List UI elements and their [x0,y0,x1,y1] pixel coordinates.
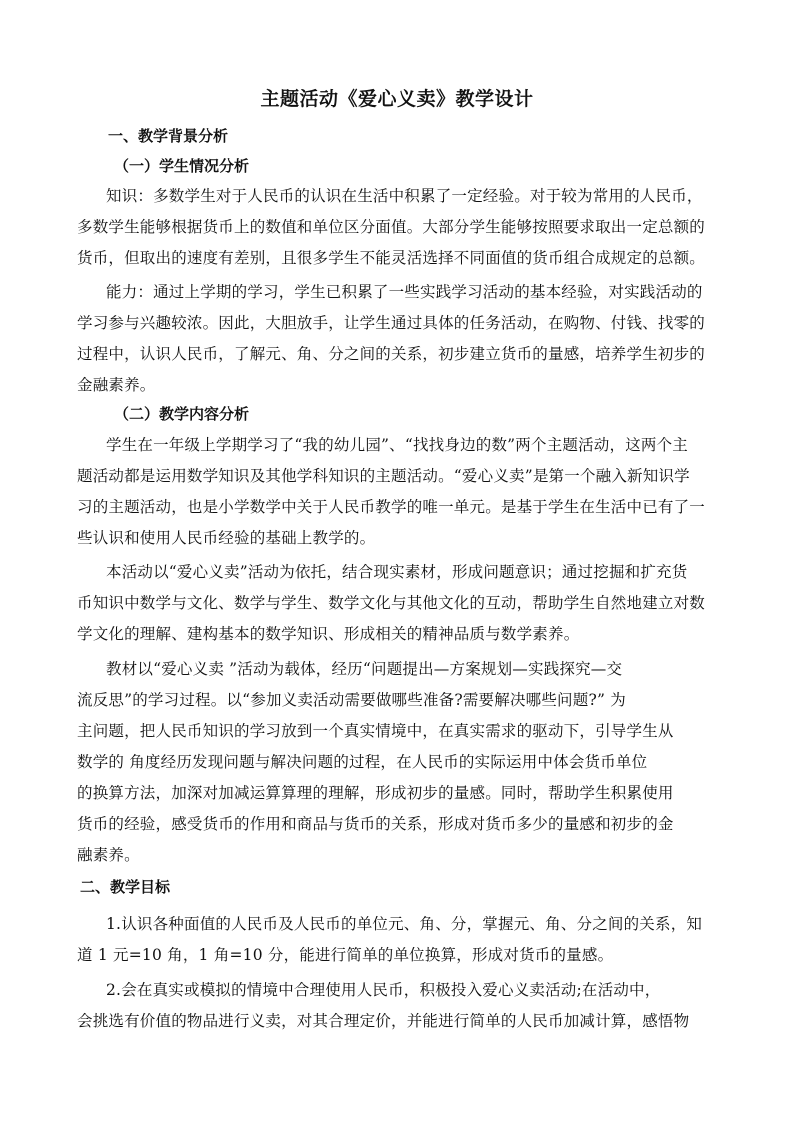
subsection-heading-content: （二）教学内容分析 [114,405,250,423]
paragraph-line: 货币的经验，感受货币的作用和商品与货币的关系，形成对货币多少的量感和初步的金 [77,815,674,833]
paragraph-line: 题活动都是运用数学知识及其他学科知识的主题活动。“爱心义卖”是第一个融入新知识学 [77,467,690,485]
paragraph-line: 能力：通过上学期的学习，学生已积累了一些实践学习活动的基本经验，对实践活动的 [106,283,703,301]
paragraph-line: 多数学生能够根据货币上的数值和单位区分面值。大部分学生能够按照要求取出一定总额的 [77,218,706,236]
paragraph-line: 知识：多数学生对于人民币的认识在生活中积累了一定经验。对于较为常用的人民币， [106,187,703,205]
paragraph-line: 会挑选有价值的物品进行义卖，对其合理定价，并能进行简单的人民币加减计算，感悟物 [77,1012,690,1030]
paragraph-line: 金融素养。 [77,376,156,394]
document-title: 主题活动《爱心义卖》教学设计 [260,88,534,110]
paragraph-line: 2.会在真实或模拟的情境中合理使用人民币，积极投入爱心义卖活动;在活动中， [106,981,661,999]
paragraph-line: 教材以“爱心义卖 ”活动为载体，经历“问题提出—方案规划—实践探究—交 [106,660,623,678]
paragraph-line: 货币，但取出的速度有差别，且很多学生不能灵活选择不同面值的货币组合成规定的总额。 [77,249,706,267]
paragraph-line: 本活动以“爱心义卖”活动为依托，结合现实素材，形成问题意识；通过挖掘和扩充货 [106,563,688,581]
paragraph-line: 融素养。 [77,846,140,864]
paragraph-line: 学文化的理解、建构基本的数学知识、形成相关的精神品质与数学素养。 [77,625,580,643]
section-heading-goals: 二、教学目标 [80,878,171,896]
paragraph-line: 主问题，把人民币知识的学习放到一个真实情境中，在真实需求的驱动下，引导学生从 [77,722,674,740]
paragraph-line: 1.认识各种面值的人民币及人民币的单位元、角、分，掌握元、角、分之间的关系，知 [106,915,703,933]
paragraph-line: 数学的 角度经历发现问题与解决问题的过程，在人民币的实际运用中体会货币单位 [77,753,648,771]
paragraph-line: 的换算方法，加深对加减运算算理的理解，形成初步的量感。同时，帮助学生积累使用 [77,784,674,802]
section-heading-background: 一、教学背景分析 [108,127,229,145]
paragraph-line: 习的主题活动，也是小学数学中关于人民币教学的唯一单元。是基于学生在生活中已有了一 [77,498,706,516]
paragraph-line: 道 1 元=10 角，1 角=10 分，能进行简单的单位换算，形成对货币的量感。 [77,946,614,964]
paragraph-line: 币知识中数学与文化、数学与学生、数学文化与其他文化的互动，帮助学生自然地建立对数 [77,594,706,612]
paragraph-line: 过程中，认识人民币，了解元、角、分之间的关系，初步建立货币的量感，培养学生初步的 [77,345,706,363]
paragraph-line: 学习参与兴趣较浓。因此，大胆放手，让学生通过具体的任务活动，在购物、付钱、找零的 [77,314,706,332]
paragraph-line: 学生在一年级上学期学习了“我的幼儿园”、“找找身边的数”两个主题活动，这两个主 [106,436,688,454]
paragraph-line: 流反思”的学习过程。以“参加义卖活动需要做哪些准备?需要解决哪些问题?” 为 [77,691,626,709]
subsection-heading-students: （一）学生情况分析 [114,157,250,175]
paragraph-line: 些认识和使用人民币经验的基础上教学的。 [77,529,376,547]
